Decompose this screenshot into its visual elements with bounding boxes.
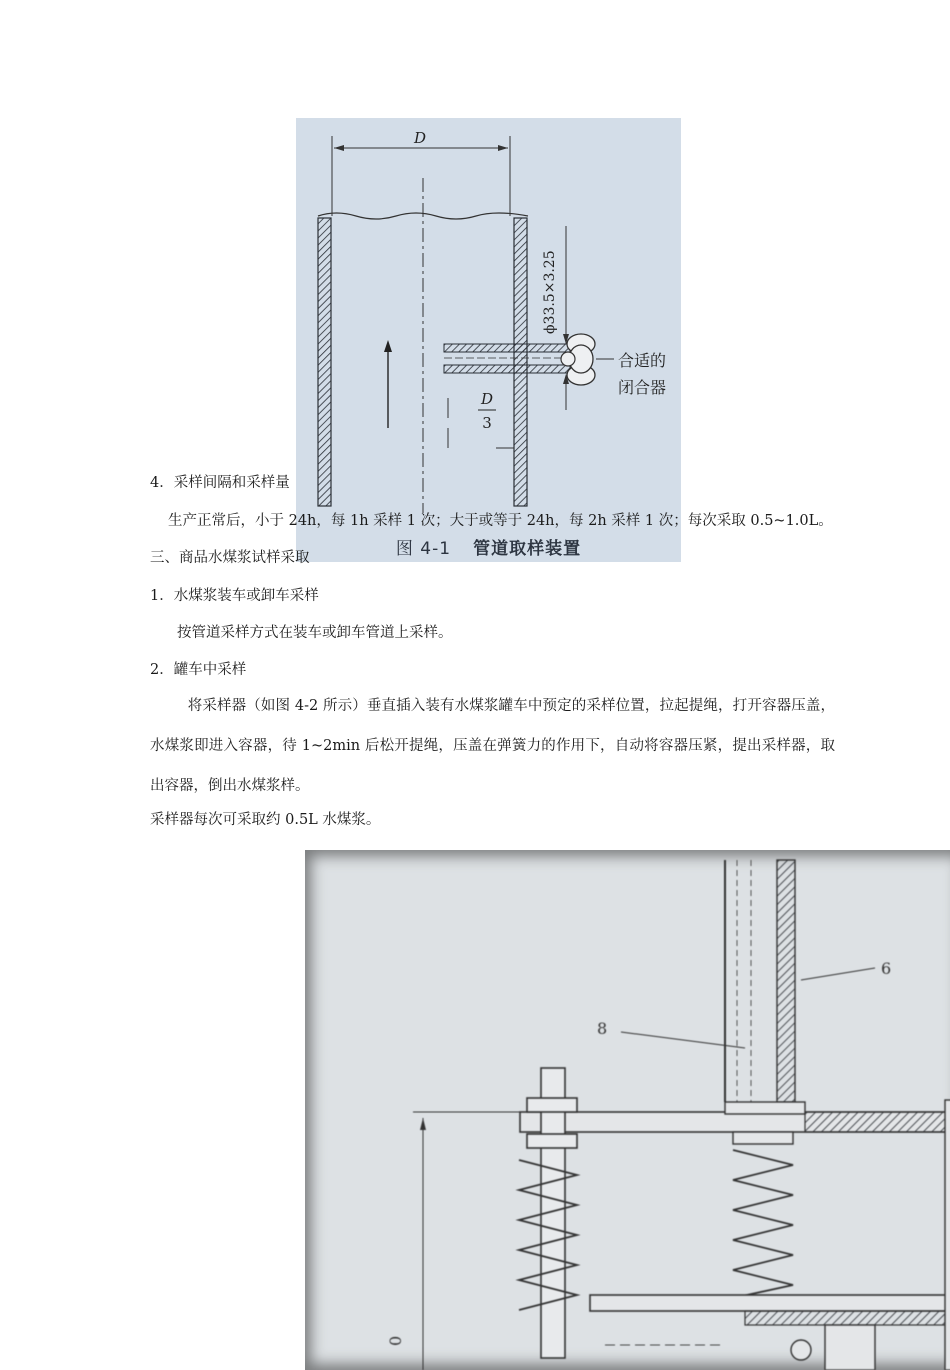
dimension-label: 0 [386,1335,405,1346]
figure-title: 管道取样装置 [473,539,582,559]
paragraph-tanker-sampling: 将采样器（如图 4-2 所示）垂直插入装有水煤浆罐车中预定的采样位置，拉起提绳，打开容器压盖，水煤浆即进入容器，待 1~2min 后松开提绳，压盖在弹簧力的作用下，自动将容器压紧，提出采样器，取出容器，倒出水煤浆样。 [150,698,835,794]
paragraph-loading-sampling: 按管道采样方式在装车或卸车管道上采样。 [177,625,453,641]
paragraph-sample-volume: 采样器每次可采取约 0.5L 水煤浆。 [150,812,381,828]
heading-loading-sampling: 1．水煤浆装车或卸车采样 [150,588,319,604]
heading-sampling-interval: 4．采样间隔和采样量 [150,475,290,491]
pipe-size-label: ϕ33.5×3.25 [542,250,558,334]
pipe-right-wall [514,218,527,506]
paragraph-sampling-interval: 生产正常后，小于 24h，每 1h 采样 1 次；大于或等于 24h，每 2h 采样 1 次；每次采取 0.5~1.0L。 [168,513,833,529]
closer-label-line2: 闭合器 [618,378,667,397]
part-label-8: 8 [597,1019,608,1038]
closer-label-line1: 合适的 [618,351,667,370]
diameter-label: D [413,129,427,147]
figure-pipe-sampling-device [296,118,681,562]
fraction-denominator: 3 [482,414,492,432]
part-label-6: 6 [881,959,892,978]
fraction-numerator: D [480,390,494,408]
heading-tanker-sampling: 2．罐车中采样 [150,662,247,678]
figure-number: 图 4-1 [395,539,452,559]
pipe-left-wall [318,218,331,506]
figure-caption [296,534,681,559]
figure-sampler [305,850,950,1370]
pipe-diagram [296,118,681,562]
heading-section-3: 三、商品水煤浆试样采取 [150,550,310,566]
sampler-diagram [305,850,950,1370]
